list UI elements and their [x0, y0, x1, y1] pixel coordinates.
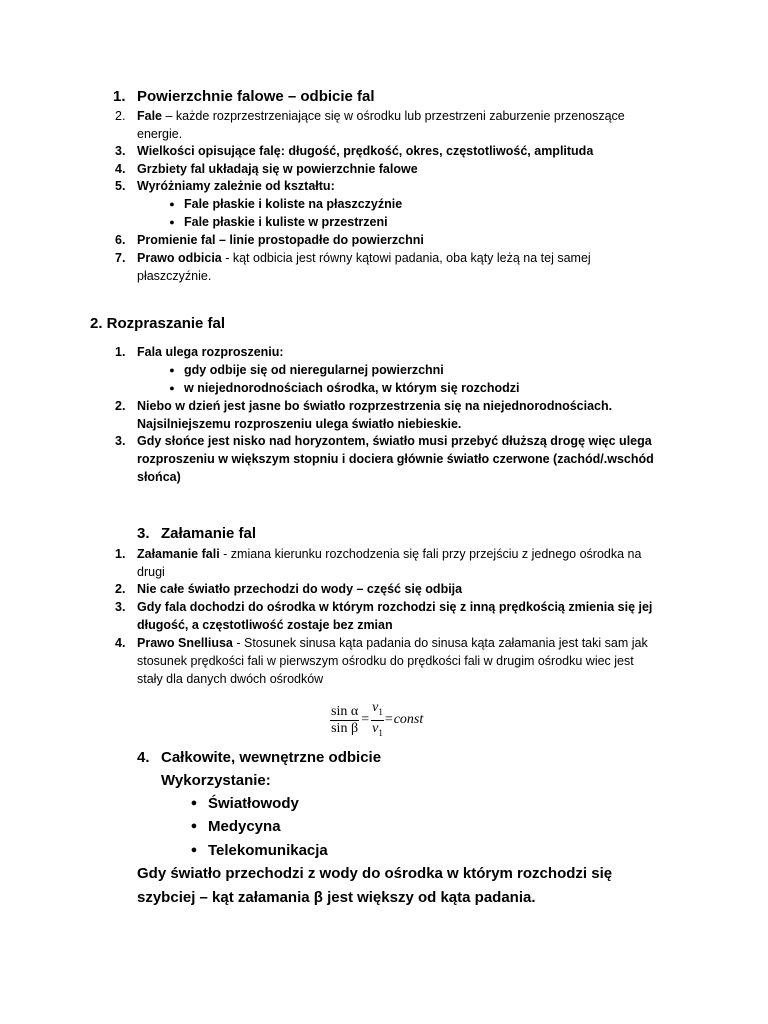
- list-item: ● Fale płaskie i kuliste w przestrzeni: [160, 214, 660, 232]
- list-item: 2. Niebo w dzień jest jasne bo światło rozprzestrzenia się na niejednorodnościach. Najsilniejszemu rozproszeniu ulega światło niebieskie.: [115, 399, 613, 431]
- bullet-icon: ●: [169, 365, 175, 375]
- section4-paragraph-line-1: Gdy światło przechodzi z wody do ośrodka w którym rozchodzi się: [137, 865, 613, 882]
- list-item: 3. Gdy słońce jest nisko nad horyzontem, światło musi przebyć dłuższą drogę więc ulega rozproszeniu w większym stopniu i dociera głównie światło czerwone (zachód/.wschód słońca): [115, 434, 654, 484]
- section1-title: 1. Powierzchnie falowe – odbicie fal: [113, 88, 375, 105]
- list-item: ● gdy odbije się od nieregularnej powierzchni: [160, 362, 660, 380]
- list-item: ● Fale płaskie i koliste na płaszczyźnie: [160, 196, 660, 214]
- bullet-icon: ●: [169, 217, 175, 227]
- bullet-icon: ●: [190, 820, 198, 832]
- list-item: ● w niejednorodnościach ośrodka, w którym się rozchodzi: [160, 380, 660, 398]
- bullet-icon: ●: [190, 844, 198, 856]
- list-item: 7. Prawo odbicia - kąt odbicia jest równy kątowi padania, oba kąty leżą na tej samej płaszczyźnie.: [115, 251, 591, 283]
- section4-paragraph-line-2: szybciej – kąt załamania β jest większy od kąta padania.: [137, 889, 536, 906]
- list-item: 4. Prawo Snelliusa - Stosunek sinusa kąta padania do sinusa kąta załamania jest taki sam jak stosunek prędkości fali w pierwszym ośrodku do prędkości fali w drugim ośrodku wiec jest stały dla danych dwóch ośrodków: [115, 636, 648, 686]
- formula-lhs: $\frac{\text{sin α}}{\text{sin β}}$: [331, 703, 359, 736]
- section4-title: 4. Całkowite, wewnętrzne odbicie: [137, 749, 382, 766]
- list-item: 1. Fala ulega rozproszeniu:: [115, 345, 284, 359]
- list-item: 4. Grzbiety fal układają się w powierzchnie falowe: [115, 162, 418, 176]
- bullet-icon: ●: [169, 199, 175, 209]
- list-item: ● Światłowody: [180, 792, 580, 816]
- list-item: 2. Nie całe światło przechodzi do wody – część się odbija: [115, 582, 463, 596]
- formula-rhs: $\frac{v_1}{v_1}$: [372, 700, 383, 738]
- section3-title: 3. Załamanie fal: [137, 525, 257, 542]
- list-item: 1. Załamanie fali - zmiana kierunku rozchodzenia się fali przy przejściu z jednego ośrodka na drugi: [115, 547, 642, 579]
- list-item: 3. Gdy fala dochodzi do ośrodka w którym rozchodzi się z inną prędkością zmienia się jej długość, a częstotliwość zostaje bez zmian: [115, 600, 653, 632]
- bullet-icon: ●: [190, 797, 198, 809]
- list-item: 2. Fale – każde rozprzestrzeniające się w ośrodku lub przestrzeni zaburzenie przenoszące energie.: [115, 109, 625, 141]
- snell-formula: $\frac{\text{sin α}}{\text{sin β}}$ = $\frac{v_1}{v_1}$ = const: [330, 700, 423, 741]
- list-item: 5. Wyróżniamy zależnie od kształtu:: [115, 179, 335, 193]
- section4-subtitle: Wykorzystanie:: [161, 772, 271, 789]
- list-item: ● Telekomunikacja: [180, 839, 580, 863]
- list-item: ● Medycyna: [180, 815, 580, 839]
- list-item: 6. Promienie fal – linie prostopadłe do powierzchni: [115, 233, 424, 247]
- list-item: 3. Wielkości opisujące falę: długość, prędkość, okres, częstotliwość, amplituda: [115, 144, 594, 158]
- bullet-icon: ●: [169, 383, 175, 393]
- section2-title: 2. Rozpraszanie fal: [90, 315, 226, 332]
